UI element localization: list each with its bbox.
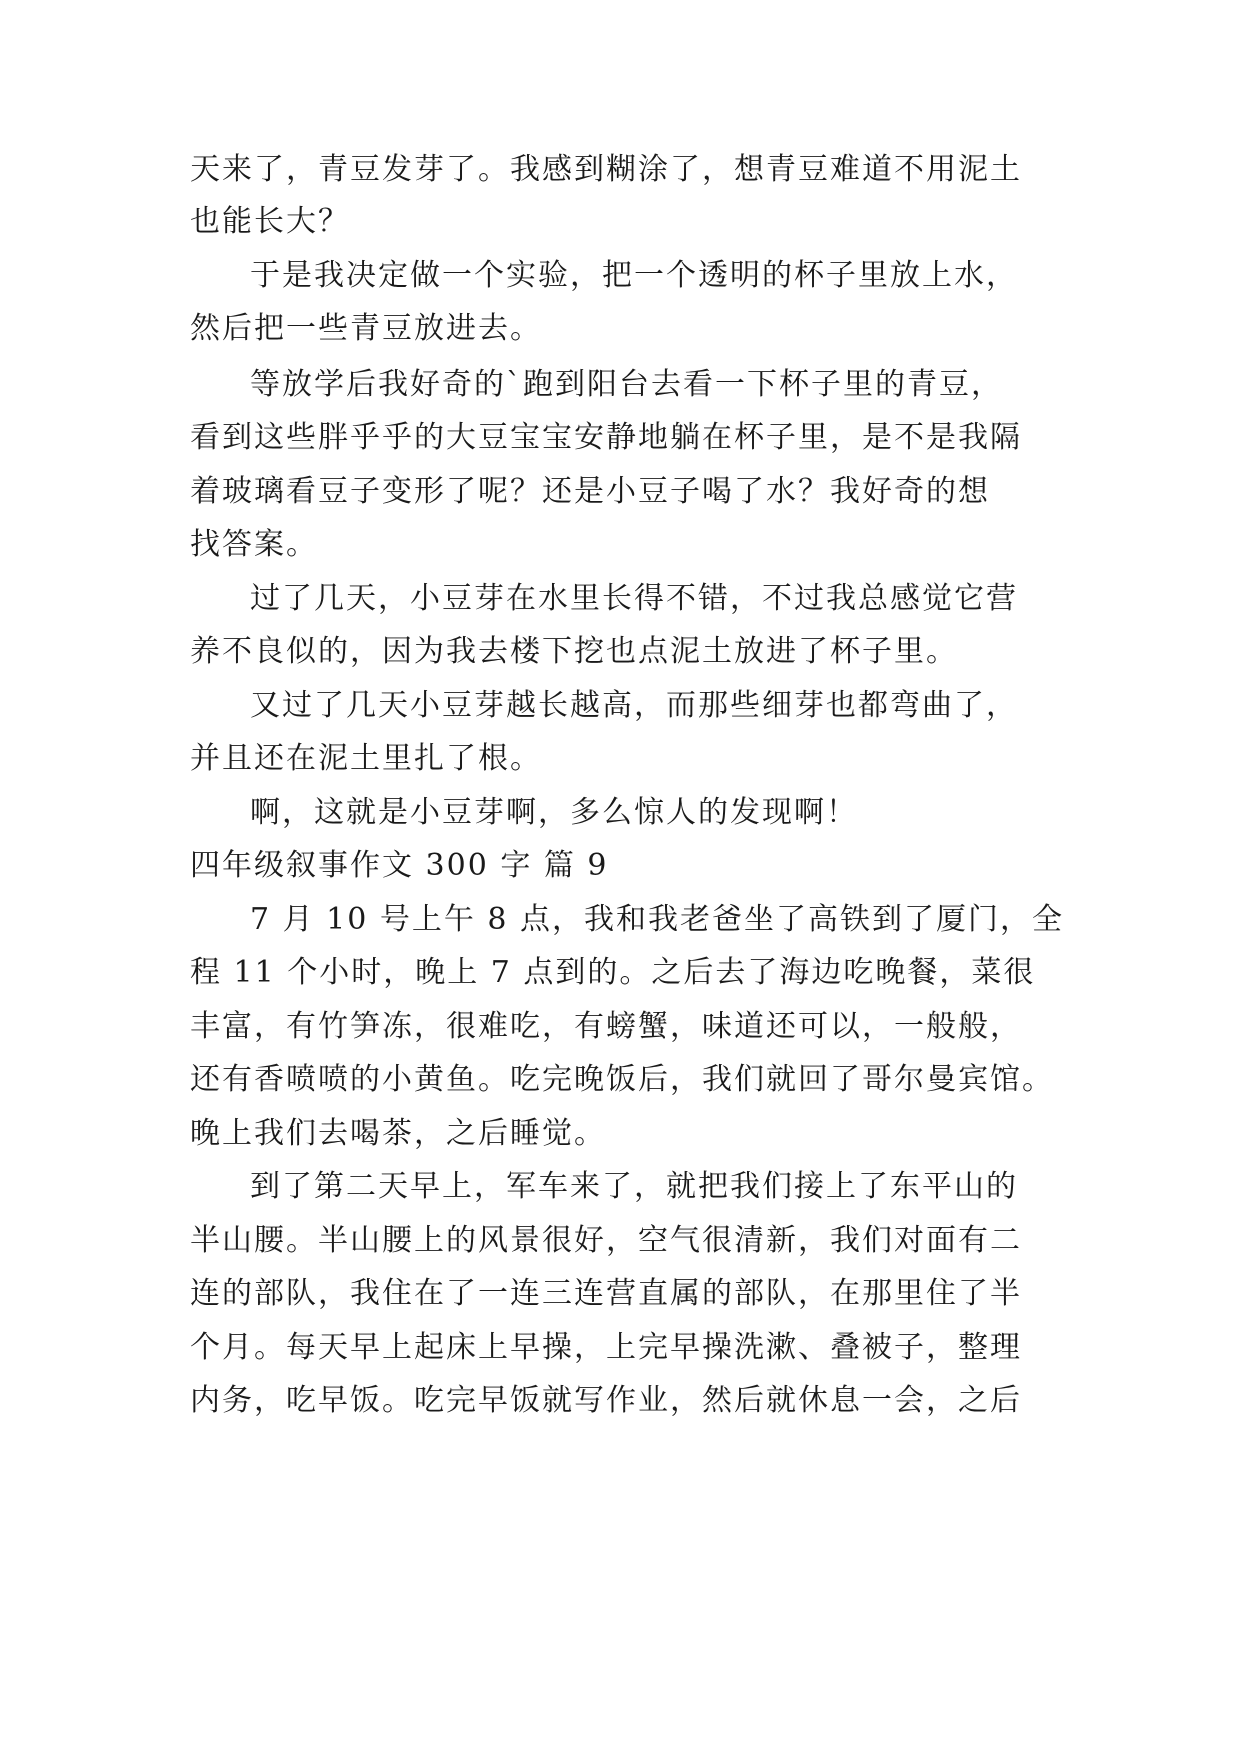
- paragraph-start-line: 过了几天，小豆芽在水里长得不错，不过我总感觉它营: [250, 581, 1018, 616]
- text-line: 并且还在泥土里扎了根。: [190, 741, 542, 776]
- paragraph-start-line: 到了第二天早上，军车来了，就把我们接上了东平山的: [250, 1169, 1018, 1204]
- paragraph-start-line: 等放学后我好奇的`跑到阳台去看一下杯子里的青豆，: [250, 367, 1003, 402]
- paragraph-start-line: 于是我决定做一个实验，把一个透明的杯子里放上水，: [250, 258, 1018, 293]
- text-line: 内务，吃早饭。吃完早饭就写作业，然后就休息一会，之后: [190, 1383, 1022, 1418]
- text-line: 丰富，有竹笋冻，很难吃，有螃蟹，味道还可以，一般般，: [190, 1009, 1022, 1044]
- text-line: 着玻璃看豆子变形了呢？还是小豆子喝了水？我好奇的想: [190, 474, 990, 509]
- text-line: 看到这些胖乎乎的大豆宝宝安静地躺在杯子里，是不是我隔: [190, 420, 1022, 455]
- text-line: 天来了，青豆发芽了。我感到糊涂了，想青豆难道不用泥土: [190, 152, 1022, 187]
- text-line: 晚上我们去喝茶，之后睡觉。: [190, 1116, 606, 1151]
- text-line: 养不良似的，因为我去楼下挖也点泥土放进了杯子里。: [190, 634, 958, 669]
- text-line: 也能长大？: [190, 204, 350, 239]
- section-heading: 四年级叙事作文 300 字 篇 9: [190, 848, 609, 883]
- text-line: 还有香喷喷的小黄鱼。吃完晚饭后，我们就回了哥尔曼宾馆。: [190, 1062, 1054, 1097]
- paragraph-start-line: 又过了几天小豆芽越长越高，而那些细芽也都弯曲了，: [250, 688, 1018, 723]
- paragraph-start-line: 7 月 10 号上午 8 点，我和我老爸坐了高铁到了厦门，全: [250, 902, 1065, 937]
- text-line: 然后把一些青豆放进去。: [190, 311, 542, 346]
- text-line: 连的部队，我住在了一连三连营直属的部队，在那里住了半: [190, 1276, 1022, 1311]
- text-line: 半山腰。半山腰上的风景很好，空气很清新，我们对面有二: [190, 1223, 1022, 1258]
- paragraph-start-line: 啊，这就是小豆芽啊，多么惊人的发现啊！: [250, 795, 858, 830]
- text-line: 程 11 个小时，晚上 7 点到的。之后去了海边吃晚餐，菜很: [190, 955, 1036, 990]
- text-line: 找答案。: [190, 527, 318, 562]
- text-line: 个月。每天早上起床上早操，上完早操洗漱、叠被子，整理: [190, 1330, 1022, 1365]
